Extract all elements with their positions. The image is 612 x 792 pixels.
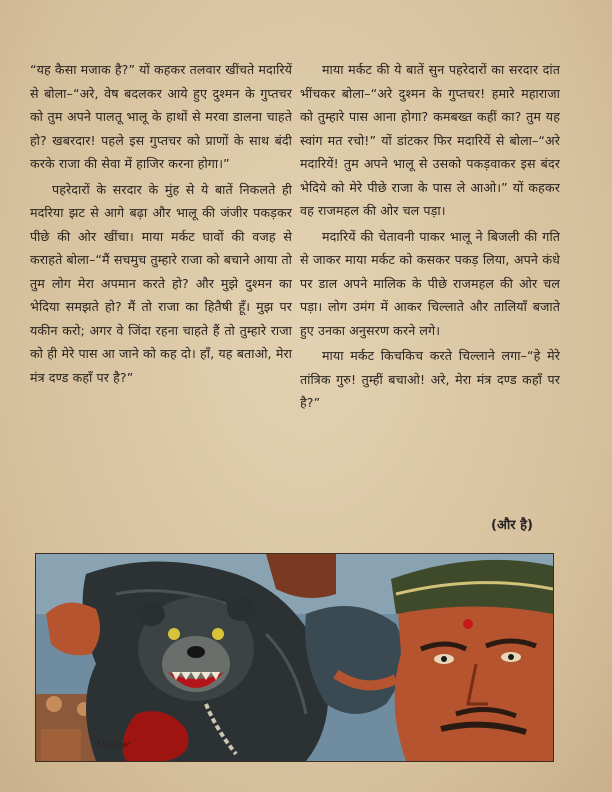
illustration-drawing [36, 554, 553, 761]
paragraph: माया मर्कट की ये बातें सुन पहरेदारों का सरदार दांत भींचकर बोला–“अरे दुश्मन के गुप्तचर! हमारे महाराजा को तुम्हारे पास आना होगा? कमबख्त कहीं का? तुम यह स्वांग मत रचो!” यों डांटकर फिर मदारियें से बोला–“अरे मदारियें! तुम अपने भालू से उसको पकड़वाकर इस बंदर भेदिये को मेरे पीछे राजा के पास ले आओ।” यों कहकर वह राजमहल की ओर चल पड़ा। [300, 62, 560, 218]
tilak [463, 619, 473, 629]
story-illustration [35, 553, 554, 762]
paragraph: पहरेदारों के सरदार के मुंह से ये बातें निकलते ही मदरिया झट से आगे बढ़ा और भालू की जंजीर पकड़कर पीछे की ओर खींचा। माया मर्कट घावों की वजह से कराहते बोला–“मैं सचमुच तुम्हारे राजा को बचाने आया तो तुम लोग मेरा अपमान करते हो? और मुझे दुश्मन का भेदिया समझते हो? मैं तो राजा का हितैषी हूँ। मुझ पर यकीन करो; अगर वे जिंदा रहना चाहते हैं तो तुम्हारे राजा को ही मेरे पास आ जाने को कह दो। हाँ, यह बताओ, मेरा मंत्र दण्ड कहाँ पर है?” [30, 181, 292, 385]
left-text-column [30, 58, 292, 391]
right-text-column [300, 58, 560, 417]
artist-signature: Shankar [97, 740, 130, 749]
to-be-continued: (और है) [491, 518, 533, 533]
paragraph: “यह कैसा मजाक है?” यों कहकर तलवार खींचते मदारियें से बोला–“अरे, वेष बदलकर आये हुए दुश्मन के गुप्तचर को तुम अपने पालतू भालू के हाथों से मरवा डालना चाहते हो? खबरदार! पहले इस गुप्तचर को प्राणों के साथ बंदी करके राजा की सेवा में हाजिर करना होगा।” [30, 62, 293, 171]
bear-head [137, 597, 255, 701]
paragraph: माया मर्कट किचकिच करते चिल्लाने लगा–“हे मेरे तांत्रिक गुरु! तुम्हीं बचाओ! अरे, मेरा मंत्र दण्ड कहाँ पर है?” [300, 348, 560, 410]
guard-face [391, 560, 553, 761]
paragraph: मदारियें की चेतावनी पाकर भालू ने बिजली की गति से जाकर माया मर्कट को कसकर पकड़ लिया, अपने कंधे पर डाल अपने मालिक के पीछे राजमहल की ओर चल पड़ा। लोग उमंग में आकर चिल्लाते और तालियाँ बजाते हुए उनका अनुसरण करने लगे। [300, 228, 560, 338]
